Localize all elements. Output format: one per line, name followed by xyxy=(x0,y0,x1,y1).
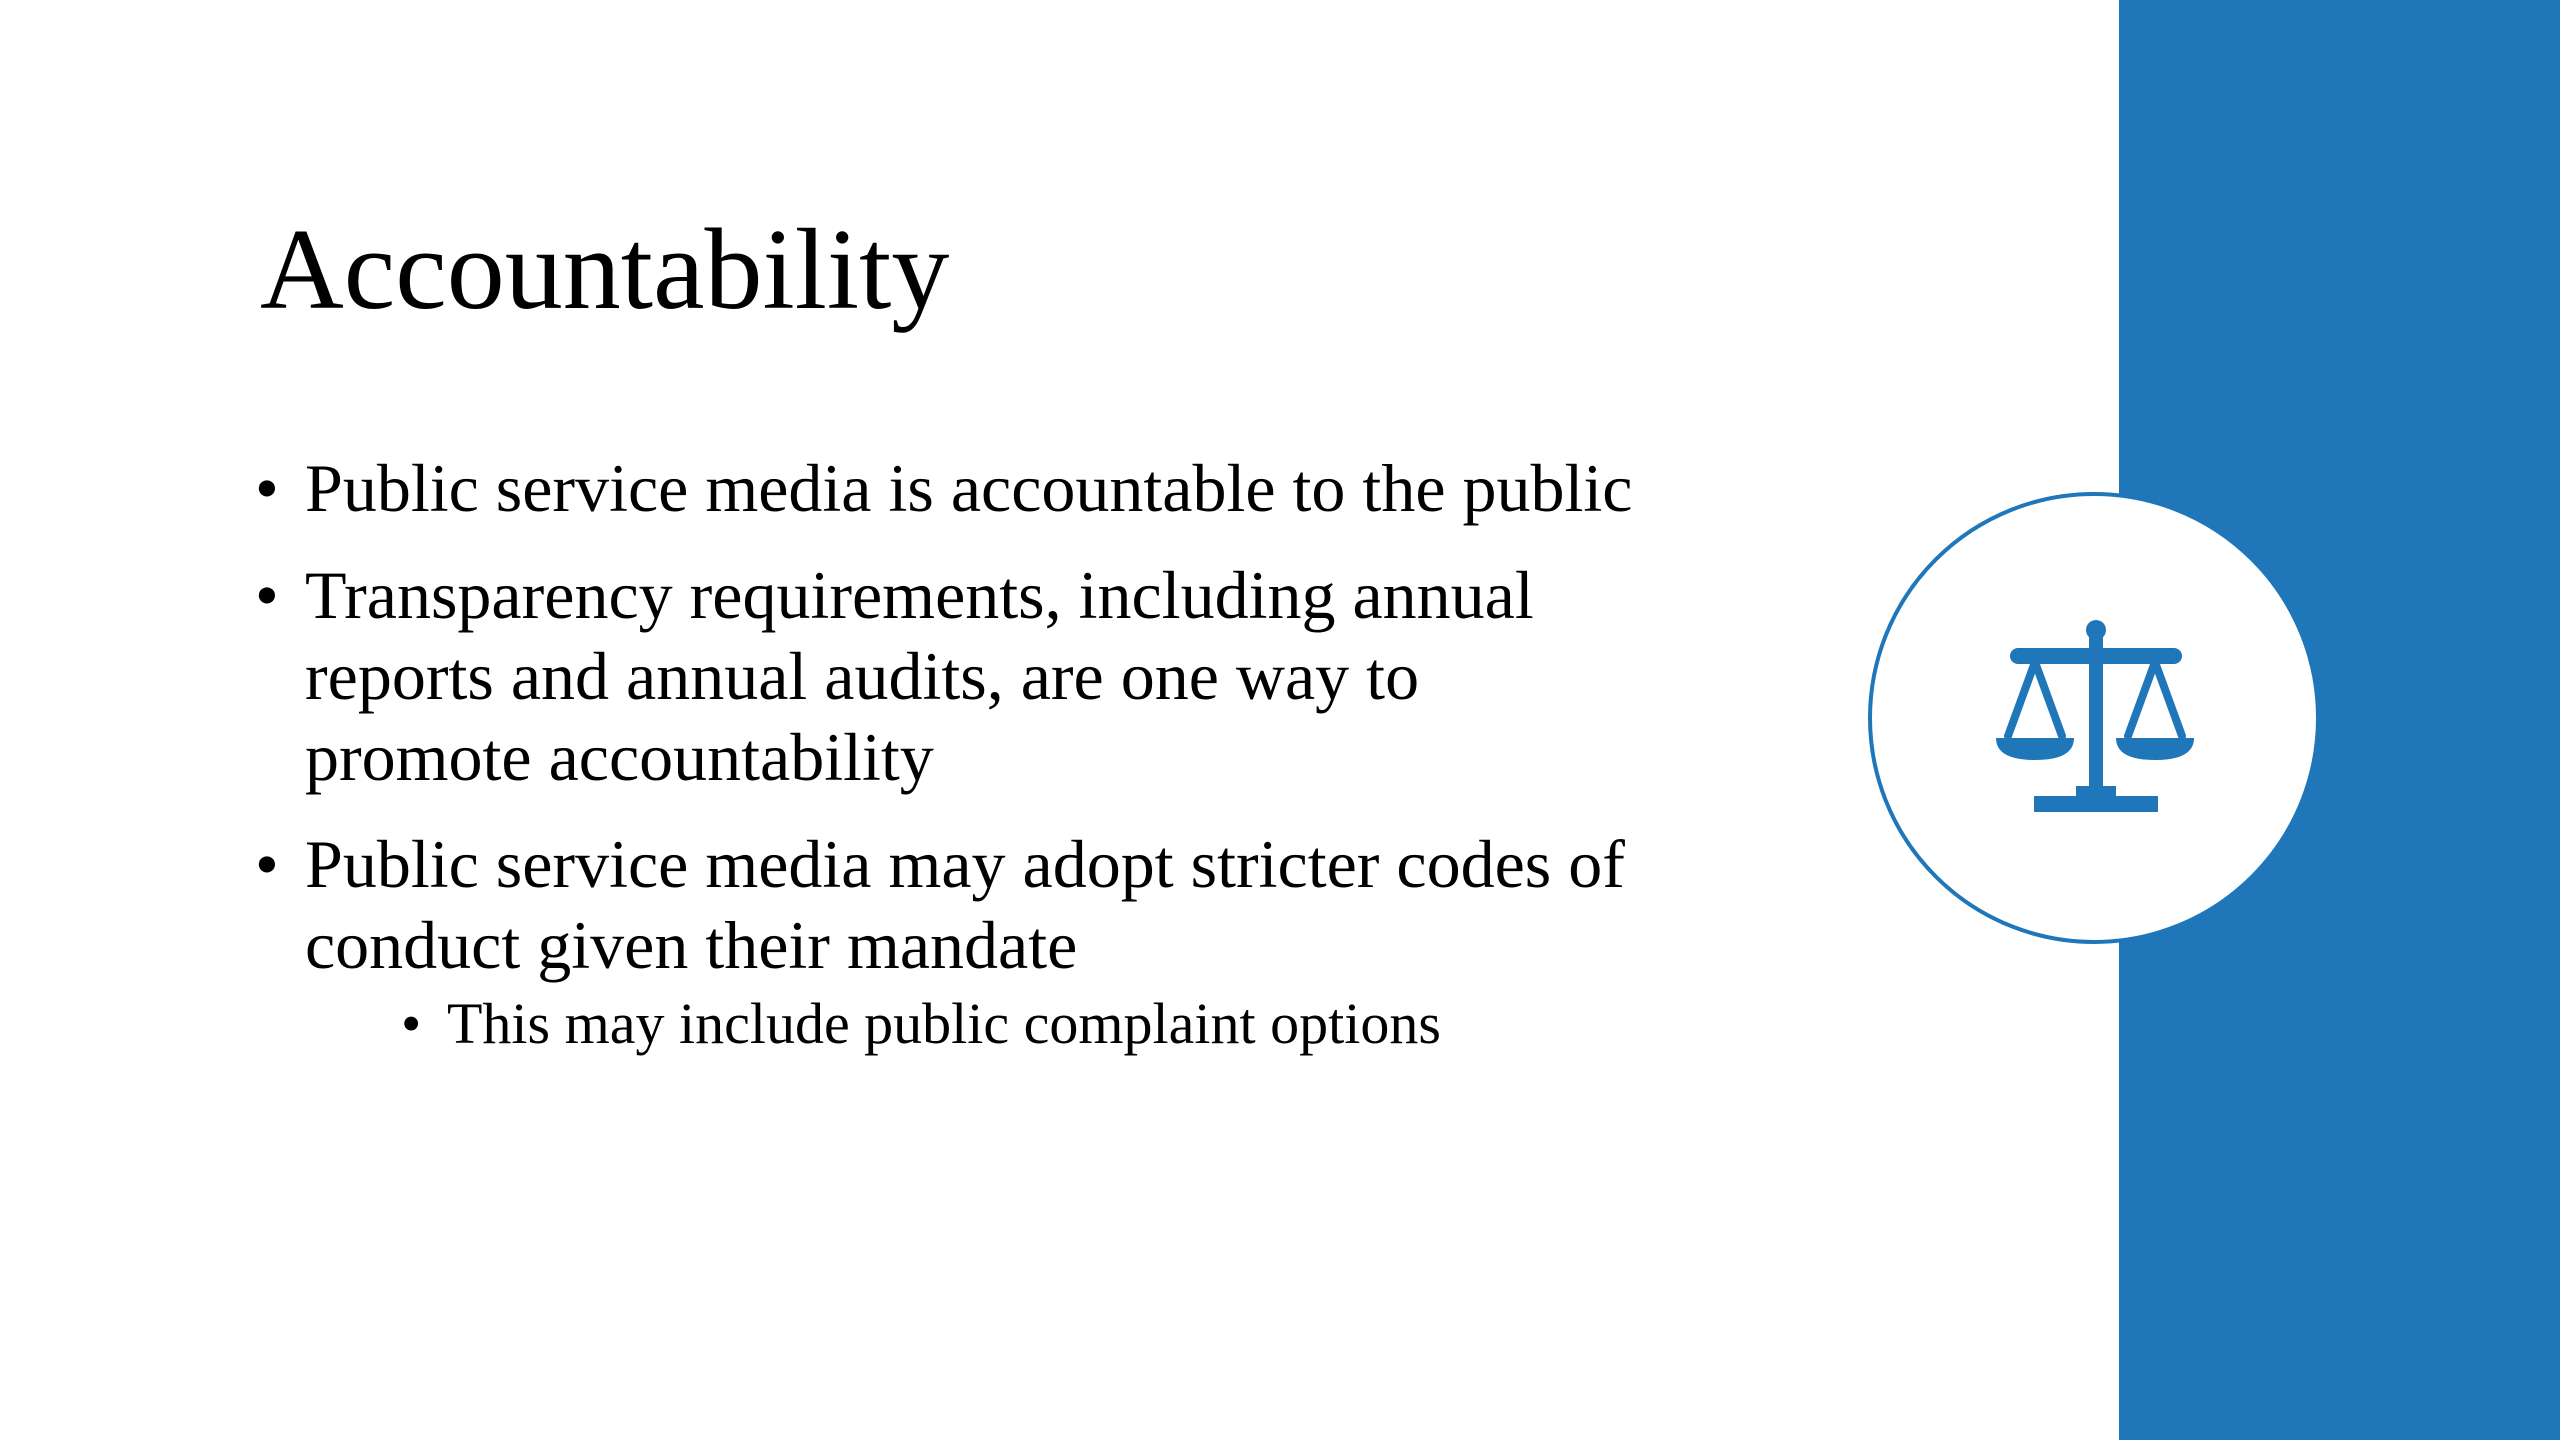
bullet-item xyxy=(255,824,1655,1062)
scales-of-justice-icon xyxy=(1868,492,2320,944)
sub-bullet-item: • This may include public complaint options xyxy=(401,986,1655,1062)
bullet-item: • Transparency requirements, including annual reports and annual audits, are one way to promote accountability xyxy=(255,555,1655,798)
slide-title: Accountability xyxy=(260,206,950,334)
bullet-item-text: Public service media may adopt stricter codes of conduct given their mandate xyxy=(305,826,1625,983)
bullet-item: • Public service media is accountable to the public xyxy=(255,448,1655,529)
sub-bullet-list xyxy=(305,986,1655,1062)
bullet-list xyxy=(255,448,1655,1088)
